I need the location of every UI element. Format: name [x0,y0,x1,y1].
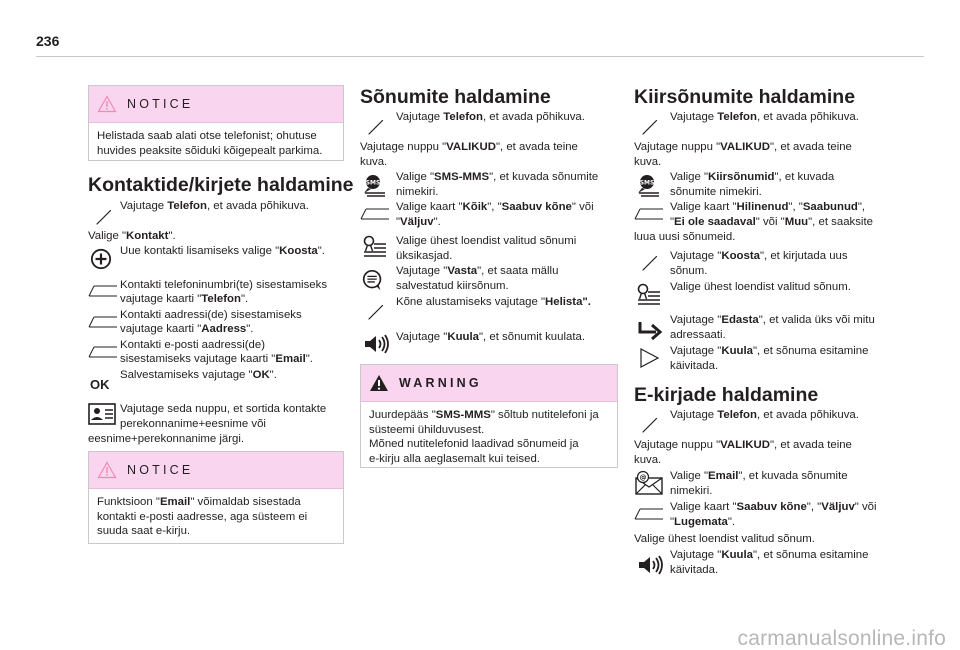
step-options-1: Vajutage nuppu "VALIKUD", et avada teine [360,141,578,153]
phone-line-2: vajutage kaarti "Telefon". [120,293,249,305]
top-divider [36,56,924,57]
tabs-line-2: "Väljuv". [396,216,441,228]
email-icon [634,470,664,496]
tab-icon [88,345,118,359]
select-message: Valige ühest loendist valitud sõnum. [670,281,851,293]
step-open-phone: Vajutage Telefon, et avada põhikuva. [670,111,859,123]
warning-line: e-kirju alla aeglasemalt kui teised. [369,452,540,465]
tab-icon [88,315,118,329]
step-call: Kõne alustamiseks vajutage "Helista". [396,296,591,308]
notice-line: kontakti e-posti aadresse, aga süsteem ei [97,510,308,523]
step-select-contact: Valige "Kontakt". [88,230,176,242]
page-number: 236 [36,33,60,49]
email-step-open-phone: Vajutage Telefon, et avada põhikuva. [670,409,859,421]
warning-line: süsteemi ühilduvusest. [369,423,485,436]
write-line-1: Vajutage "Koosta", et kirjutada uus [670,250,848,262]
sort-contacts-icon [86,400,118,428]
play-line-1: Vajutage "Kuula", et sõnuma esitamine [670,345,869,357]
notice-line: Funktsioon "Email" võimaldab sisestada [97,496,301,508]
section-heading-quick-messages: Kiirsõnumite haldamine [634,86,856,108]
step-open-phone: Vajutage Telefon, et avada põhikuva. [396,111,585,123]
tabs-line-2: "Ei ole saadaval" või "Muu", et saaksite [670,216,873,228]
section-heading-email: E-kirjade haldamine [634,384,819,406]
warning-body [361,402,617,474]
notice-line: Helistada saab alati otse telefonist; ohutuse [97,130,317,142]
email-tabs-line-1: Valige kaart "Saabuv kõne", "Väljuv" või [670,501,877,513]
pen-icon [94,207,114,227]
sort-line-3: eesnime+perekonnanime järgi. [88,433,245,445]
pen-icon [640,117,660,137]
warning-header [361,365,617,402]
section-heading-contacts: Kontaktide/kirjete haldamine [88,174,354,196]
address-line-1: Kontakti aadressi(de) sisestamiseks [120,309,302,321]
pen-icon [366,302,386,322]
notice-title: NOTICE [127,96,194,111]
notice-body [89,489,343,547]
tabs-line-3: luua uusi sõnumeid. [634,231,736,243]
notice-header [89,86,343,123]
forward-icon [636,318,664,342]
forward-line-1: Vajutage "Edasta", et valida üks või mitu [670,314,875,326]
notice-line: suuda saat e-kirju. [97,525,191,538]
warning-box [360,364,618,468]
warning-triangle-icon [369,374,389,392]
play-line-2: käivitada. [670,360,719,372]
email-play-line-1: Vajutage "Kuula", et sõnuma esitamine [670,549,869,561]
step-open-phone: Vajutage Telefon, et avada põhikuva. [120,200,309,212]
pen-icon [640,415,660,435]
phone-line-1: Kontakti telefoninumbri(te) sisestamiseks [120,279,328,291]
quick-line-1: Valige "Kiirsõnumid", et kuvada [670,171,835,183]
notice-header [89,452,343,489]
email-line-2: sisestamiseks vajutage kaarti "Email". [120,353,313,365]
email-line-2: nimekiri. [670,485,713,497]
email-line-1: Kontakti e-posti aadressi(de) [120,339,265,351]
email-step-options-1: Vajutage nuppu "VALIKUD", et avada teine [634,439,852,451]
sms-line-1: Valige "SMS-MMS", et kuvada sõnumite [396,171,599,183]
sms-icon [360,172,388,200]
details-line-2: üksikasjad. [396,250,453,262]
notice-body [89,123,343,166]
notice-title: NOTICE [127,462,194,477]
email-play-line-2: käivitada. [670,564,719,576]
warning-line: Juurdepääs "SMS-MMS" sõltub nutitelefoni ja [369,409,599,421]
quick-messages-icon [634,172,662,200]
forward-line-2: adressaati. [670,329,726,341]
tab-icon [360,207,390,221]
notice-line: huvides peaksite sõiduki kõigepealt parkima. [97,144,323,157]
email-line-1: Valige "Email", et kuvada sõnumite [670,470,848,482]
step-options-1: Vajutage nuppu "VALIKUD", et avada teine [634,141,852,153]
warning-triangle-icon [97,95,117,113]
step-add-contact: Uue kontakti lisamiseks valige "Koosta". [120,245,325,257]
tabs-line-1: Valige kaart "Hilinenud", "Saabunud", [670,201,866,213]
notice-box-call [88,85,344,161]
contact-list-icon [634,281,662,309]
sort-line-2: perekonnanime+eesnime või [120,418,266,430]
step-options-2: kuva. [360,156,388,168]
reply-line-1: Vajutage "Vasta", et saata mällu [396,265,559,277]
pen-icon [366,117,386,137]
sort-line-1: Vajutage seda nuppu, et sortida kontakte [120,403,327,415]
add-contact-icon [90,248,112,270]
step-save: Salvestamiseks vajutage "OK". [120,369,277,381]
tab-icon [634,507,664,521]
reply-message-icon [360,268,386,294]
email-tabs-line-2: "Lugemata". [670,516,736,528]
warning-title: WARNING [399,375,482,390]
speaker-icon [636,553,664,577]
section-heading-messages: Sõnumite haldamine [360,86,551,108]
tabs-line-1: Valige kaart "Kõik", "Saabuv kõne" või [396,201,594,213]
address-line-2: vajutage kaarti "Aadress". [120,323,254,335]
warning-line: Mõned nutitelefonid laadivad sõnumeid ja [369,438,579,451]
tab-icon [634,207,664,221]
ok-label: OK [90,377,110,392]
watermark: carmanualsonline.info [737,627,946,650]
quick-line-2: sõnumite nimekiri. [670,186,762,198]
notice-box-email [88,451,344,544]
reply-line-2: salvestatud kiirsõnum. [396,280,509,292]
play-icon [637,346,661,370]
email-step-options-2: kuva. [634,454,662,466]
step-options-2: kuva. [634,156,662,168]
details-line-1: Valige ühest loendist valitud sõnumi [396,235,577,247]
write-line-2: sõnum. [670,265,708,277]
step-listen: Vajutage "Kuula", et sõnumit kuulata. [396,331,585,343]
warning-triangle-icon [97,461,117,479]
contact-list-icon [360,233,388,261]
tab-icon [88,284,118,298]
email-select-message: Valige ühest loendist valitud sõnum. [634,533,815,545]
speaker-icon [362,332,390,356]
sms-line-2: nimekiri. [396,186,439,198]
pen-icon [640,253,660,273]
